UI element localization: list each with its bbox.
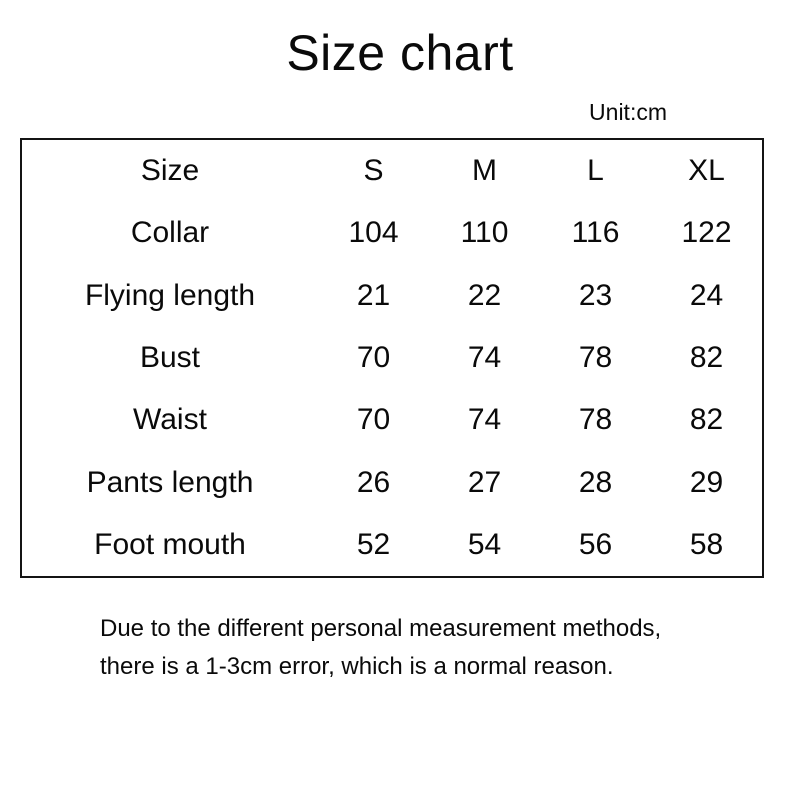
row-label: Waist: [133, 403, 207, 437]
cell-value: 78: [578, 403, 613, 437]
cell-value: 21: [356, 278, 391, 312]
header-cell-xl: XL: [688, 154, 725, 188]
measurement-disclaimer: [100, 610, 661, 686]
row-label: Foot mouth: [94, 527, 246, 561]
unit-label: Unit:cm: [589, 99, 667, 125]
row-label: Flying length: [84, 278, 256, 312]
row-label: Collar: [130, 216, 210, 250]
cell-value: 110: [460, 216, 509, 250]
row-label: Pants length: [86, 465, 254, 499]
cell-value: 26: [356, 465, 391, 499]
header-cell-l: L: [587, 154, 604, 188]
header-cell-size: Size: [140, 154, 200, 188]
cell-value: 58: [689, 527, 724, 561]
cell-value: 29: [689, 465, 724, 499]
table-row-waist: [22, 389, 762, 451]
table-row-bust: [22, 327, 762, 389]
table-row-collar: [22, 202, 762, 264]
cell-value: 28: [578, 465, 613, 499]
page-title: Size chart: [286, 25, 514, 81]
table-row-foot-mouth: [22, 514, 762, 576]
row-label: Bust: [139, 340, 201, 374]
cell-value: 82: [689, 403, 724, 437]
cell-value: 74: [467, 403, 502, 437]
cell-value: 122: [681, 216, 732, 250]
cell-value: 27: [467, 465, 502, 499]
cell-value: 54: [467, 527, 502, 561]
header-cell-m: M: [472, 154, 497, 188]
cell-value: 56: [578, 527, 613, 561]
cell-value: 78: [578, 340, 613, 374]
disclaimer-line-1: Due to the different personal measurement methods,: [100, 615, 662, 642]
table-row-flying-length: [22, 265, 762, 327]
table-row-pants-length: [22, 451, 762, 513]
cell-value: 82: [689, 340, 724, 374]
cell-value: 116: [571, 216, 620, 250]
size-table: [20, 138, 764, 578]
cell-value: 22: [467, 278, 502, 312]
header-cell-s: S: [363, 154, 384, 188]
disclaimer-line-2: there is a 1-3cm error, which is a normal reason.: [100, 653, 614, 680]
table-header-row: [22, 140, 762, 202]
cell-value: 104: [348, 216, 399, 250]
cell-value: 70: [356, 403, 391, 437]
cell-value: 70: [356, 340, 391, 374]
cell-value: 52: [356, 527, 391, 561]
cell-value: 74: [467, 340, 502, 374]
cell-value: 24: [689, 278, 724, 312]
cell-value: 23: [578, 278, 613, 312]
